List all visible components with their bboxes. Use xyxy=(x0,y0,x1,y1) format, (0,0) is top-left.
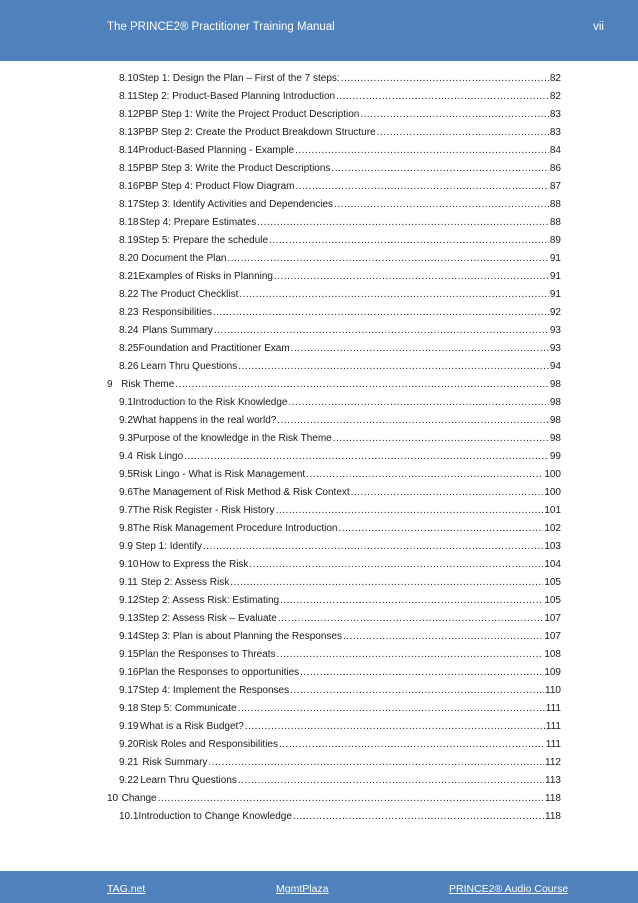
toc-entry-number: 8.13 xyxy=(119,127,139,138)
toc-entry-page: 93 xyxy=(549,325,561,336)
toc-entry-title: Responsibilities xyxy=(142,307,212,318)
toc-dot-leader xyxy=(239,289,548,300)
toc-dot-leader xyxy=(306,469,543,480)
toc-entry-page: 82 xyxy=(549,73,561,84)
toc-dot-leader xyxy=(257,217,549,228)
toc-entry-number: 9.7 xyxy=(119,505,133,516)
toc-entry-page: 92 xyxy=(549,307,561,318)
toc-entry[interactable] xyxy=(119,325,561,343)
toc-entry-title: What is a Risk Budget? xyxy=(139,721,244,732)
toc-entry-number: 8.16 xyxy=(119,181,139,192)
toc-dot-leader xyxy=(213,307,549,318)
toc-entry-title: Document the Plan xyxy=(141,253,227,264)
toc-dot-leader xyxy=(336,91,549,102)
toc-entry-title: Step 3: Identify Activities and Dependencies xyxy=(138,199,334,210)
toc-entry[interactable] xyxy=(119,811,561,829)
toc-entry-page: 103 xyxy=(544,541,561,552)
toc-entry-page: 83 xyxy=(549,109,561,120)
toc-entry-title: The Product Checklist xyxy=(140,289,239,300)
toc-entry-title: Risk Roles and Responsibilities xyxy=(138,739,278,750)
toc-dot-leader xyxy=(295,145,549,156)
toc-entry-page: 83 xyxy=(549,127,561,138)
toc-entry-number: 9.15 xyxy=(119,649,139,660)
toc-dot-leader xyxy=(175,379,549,390)
toc-dot-leader xyxy=(249,559,543,570)
toc-entry[interactable] xyxy=(119,469,561,487)
toc-entry-page: 113 xyxy=(545,775,561,786)
toc-entry-number: 9.11 xyxy=(119,577,138,588)
toc-entry-page: 82 xyxy=(549,91,561,102)
toc-entry-title: Step 5: Communicate xyxy=(140,703,237,714)
toc-dot-leader xyxy=(343,631,543,642)
toc-entry[interactable] xyxy=(119,343,561,361)
toc-entry-number: 9.12 xyxy=(119,595,139,606)
toc-entry-page: 84 xyxy=(549,145,561,156)
page-number: vii xyxy=(593,21,604,33)
toc-entry-title: Learn Thru Questions xyxy=(140,775,237,786)
toc-entry-page: 91 xyxy=(549,289,561,300)
toc-entry-page: 105 xyxy=(544,577,561,588)
toc-dot-leader xyxy=(295,181,548,192)
toc-entry-page: 107 xyxy=(544,631,561,642)
toc-entry-title: Plan the Responses to opportunities xyxy=(138,667,300,678)
toc-entry-number: 9.19 xyxy=(119,721,139,732)
toc-entry[interactable] xyxy=(119,199,561,217)
toc-entry[interactable] xyxy=(107,379,561,397)
toc-entry[interactable] xyxy=(119,631,561,649)
toc-entry-title: Foundation and Practitioner Exam xyxy=(138,343,290,354)
toc-entry-page: 89 xyxy=(549,235,561,246)
toc-entry-number: 9.21 xyxy=(119,757,139,768)
toc-entry[interactable] xyxy=(119,613,561,631)
toc-entry-page: 100 xyxy=(544,469,561,480)
toc-entry[interactable] xyxy=(119,685,561,703)
page-header xyxy=(0,0,638,61)
toc-entry[interactable] xyxy=(119,289,561,307)
toc-entry[interactable] xyxy=(119,127,561,145)
toc-entry-page: 108 xyxy=(544,649,561,660)
toc-entry-title: Step 3: Plan is about Planning the Responses xyxy=(138,631,342,642)
toc-entry-number: 8.24 xyxy=(119,325,139,336)
toc-dot-leader xyxy=(203,541,543,552)
toc-entry-title: The Risk Register - Risk History xyxy=(132,505,275,516)
toc-entry-title: Step 4: Implement the Responses xyxy=(138,685,290,696)
toc-entry[interactable] xyxy=(119,451,561,469)
toc-entry-number: 9.14 xyxy=(119,631,139,642)
toc-entry-page: 107 xyxy=(544,613,561,624)
toc-entry-number: 9.22 xyxy=(119,775,139,786)
toc-dot-leader xyxy=(158,793,544,804)
toc-entry-title: Product-Based Planning - Example xyxy=(138,145,295,156)
toc-entry-page: 88 xyxy=(549,217,561,228)
toc-entry-page: 99 xyxy=(549,451,561,462)
toc-entry[interactable] xyxy=(119,667,561,685)
toc-entry-page: 101 xyxy=(544,505,561,516)
toc-entry-title: Introduction to the Risk Knowledge xyxy=(132,397,288,408)
toc-entry-page: 111 xyxy=(545,721,561,732)
toc-dot-leader xyxy=(351,487,544,498)
toc-entry[interactable] xyxy=(119,109,561,127)
toc-entry-title: The Management of Risk Method & Risk Context xyxy=(132,487,350,498)
toc-entry-title: Plan the Responses to Threats xyxy=(138,649,276,660)
toc-entry-page: 102 xyxy=(544,523,561,534)
toc-entry[interactable] xyxy=(119,523,561,541)
toc-entry[interactable] xyxy=(119,73,561,91)
toc-entry-number: 8.26 xyxy=(119,361,139,372)
toc-entry-number: 8.14 xyxy=(119,145,139,156)
toc-dot-leader xyxy=(238,703,545,714)
toc-entry-title: Risk Summary xyxy=(142,757,208,768)
toc-dot-leader xyxy=(288,397,548,408)
toc-entry-title: How to Express the Risk xyxy=(139,559,249,570)
toc-entry-number: 8.19 xyxy=(119,235,139,246)
toc-dot-leader xyxy=(280,595,543,606)
toc-entry-page: 110 xyxy=(545,685,561,696)
toc-entry-number: 9.1 xyxy=(119,397,133,408)
toc-entry-title: The Risk Management Procedure Introduction xyxy=(132,523,338,534)
toc-entry[interactable] xyxy=(119,721,561,739)
toc-dot-leader xyxy=(278,613,543,624)
toc-entry-page: 98 xyxy=(549,415,561,426)
toc-entry-number: 8.10 xyxy=(119,73,139,84)
toc-entry-number: 9.9 xyxy=(119,541,133,552)
toc-entry-page: 91 xyxy=(549,271,561,282)
toc-entry[interactable] xyxy=(119,181,561,199)
toc-entry[interactable] xyxy=(119,163,561,181)
toc-entry-page: 91 xyxy=(549,253,561,264)
toc-dot-leader xyxy=(300,667,543,678)
footer-link-mgmtplaza[interactable]: MgmtPlaza xyxy=(276,883,329,895)
toc-dot-leader xyxy=(290,685,544,696)
toc-entry-title: Step 4: Prepare Estimates xyxy=(139,217,257,228)
toc-entry-number: 8.21 xyxy=(119,271,139,282)
toc-dot-leader xyxy=(245,721,545,732)
toc-entry-title: Purpose of the knowledge in the Risk Theme xyxy=(132,433,332,444)
toc-dot-leader xyxy=(293,811,544,822)
toc-entry-page: 98 xyxy=(549,379,561,390)
toc-entry-title: PBP Step 1: Write the Project Product Description xyxy=(138,109,360,120)
toc-entry-number: 8.15 xyxy=(119,163,139,174)
toc-entry-page: 118 xyxy=(545,793,561,804)
toc-entry[interactable] xyxy=(119,595,561,613)
toc-entry-number: 9.2 xyxy=(119,415,133,426)
toc-entry-title: Step 2: Product-Based Planning Introduction xyxy=(137,91,336,102)
toc-entry-number: 8.22 xyxy=(119,289,139,300)
toc-dot-leader xyxy=(334,199,549,210)
toc-entry-number: 9.13 xyxy=(119,613,139,624)
toc-entry[interactable] xyxy=(119,775,561,793)
toc-entry-title: Step 2: Assess Risk – Evaluate xyxy=(138,613,277,624)
toc-entry[interactable] xyxy=(119,307,561,325)
toc-entry[interactable] xyxy=(119,577,561,595)
toc-entry[interactable] xyxy=(119,487,561,505)
toc-entry-number: 8.23 xyxy=(119,307,139,318)
toc-entry-page: 111 xyxy=(545,703,561,714)
toc-entry-title: Introduction to Change Knowledge xyxy=(138,811,292,822)
toc-entry-number: 9.3 xyxy=(119,433,133,444)
toc-entry[interactable] xyxy=(119,361,561,379)
toc-entry-number: 10.1 xyxy=(119,811,139,822)
toc-entry-number: 9.18 xyxy=(119,703,139,714)
toc-entry[interactable] xyxy=(119,253,561,271)
toc-entry-title: Change xyxy=(121,793,157,804)
toc-entry-number: 8.17 xyxy=(119,199,139,210)
toc-entry[interactable] xyxy=(119,397,561,415)
toc-dot-leader xyxy=(279,739,545,750)
toc-dot-leader xyxy=(208,757,544,768)
toc-entry-title: What happens in the real world? xyxy=(132,415,277,426)
toc-entry-page: 111 xyxy=(545,739,561,750)
toc-entry[interactable] xyxy=(119,757,561,775)
toc-dot-leader xyxy=(184,451,549,462)
toc-entry-number: 9.17 xyxy=(119,685,139,696)
toc-dot-leader xyxy=(238,775,544,786)
toc-dot-leader xyxy=(333,433,549,444)
toc-dot-leader xyxy=(377,127,549,138)
toc-entry-title: Learn Thru Questions xyxy=(140,361,238,372)
toc-dot-leader xyxy=(277,649,544,660)
toc-dot-leader xyxy=(291,343,549,354)
toc-entry[interactable] xyxy=(119,505,561,523)
toc-entry[interactable] xyxy=(119,739,561,757)
toc-entry[interactable] xyxy=(119,145,561,163)
toc-entry[interactable] xyxy=(119,559,561,577)
toc-entry-number: 9 xyxy=(107,379,113,390)
toc-entry[interactable] xyxy=(119,235,561,253)
toc-entry-title: Risk Lingo - What is Risk Management xyxy=(132,469,306,480)
toc-entry-page: 94 xyxy=(549,361,561,372)
toc-entry[interactable] xyxy=(119,415,561,433)
toc-dot-leader xyxy=(277,415,549,426)
toc-dot-leader xyxy=(338,523,543,534)
toc-entry-number: 8.25 xyxy=(119,343,139,354)
toc-entry-title: Examples of Risks in Planning xyxy=(138,271,273,282)
toc-entry-title: Step 2: Assess Risk: Estimating xyxy=(138,595,280,606)
manual-title: The PRINCE2® Practitioner Training Manual xyxy=(107,21,335,33)
toc-dot-leader xyxy=(269,235,549,246)
toc-entry-page: 104 xyxy=(544,559,561,570)
toc-entry-page: 87 xyxy=(549,181,561,192)
toc-entry-number: 8.20 xyxy=(119,253,139,264)
toc-entry-title: Step 1: Identify xyxy=(135,541,203,552)
toc-entry[interactable] xyxy=(119,91,561,109)
toc-dot-leader xyxy=(238,361,549,372)
toc-entry-number: 8.11 xyxy=(119,91,138,102)
toc-entry-number: 8.12 xyxy=(119,109,139,120)
toc-entry-page: 109 xyxy=(544,667,561,678)
toc-entry-number: 9.8 xyxy=(119,523,133,534)
toc-entry-page: 93 xyxy=(549,343,561,354)
toc-entry-title: PBP Step 3: Write the Product Descriptions xyxy=(138,163,331,174)
toc-entry[interactable] xyxy=(119,649,561,667)
toc-dot-leader xyxy=(230,577,543,588)
toc-dot-leader xyxy=(214,325,549,336)
toc-dot-leader xyxy=(360,109,549,120)
toc-entry-number: 10 xyxy=(107,793,119,804)
toc-dot-leader xyxy=(274,271,549,282)
toc-entry-number: 9.4 xyxy=(119,451,133,462)
toc-entry[interactable] xyxy=(119,271,561,289)
toc-entry[interactable] xyxy=(119,217,561,235)
toc-dot-leader xyxy=(227,253,548,264)
toc-entry-number: 9.20 xyxy=(119,739,139,750)
toc-entry-title: Risk Theme xyxy=(121,379,175,390)
toc-entry-title: PBP Step 2: Create the Product Breakdown Structure xyxy=(138,127,376,138)
toc-entry-page: 98 xyxy=(549,433,561,444)
toc-entry-title: PBP Step 4: Product Flow Diagram xyxy=(138,181,295,192)
toc-dot-leader xyxy=(341,73,549,84)
toc-entry-page: 105 xyxy=(544,595,561,606)
toc-entry-page: 98 xyxy=(549,397,561,408)
toc-dot-leader xyxy=(276,505,544,516)
toc-entry-title: Risk Lingo xyxy=(136,451,184,462)
toc-entry-page: 88 xyxy=(549,199,561,210)
toc-entry-title: Step 2: Assess Risk xyxy=(140,577,230,588)
toc-entry-number: 8.18 xyxy=(119,217,139,228)
toc-entry-number: 9.5 xyxy=(119,469,133,480)
toc-entry-number: 9.10 xyxy=(119,559,139,570)
footer-link-tag[interactable]: TAG.net xyxy=(107,883,146,895)
toc-entry-title: Step 1: Design the Plan – First of the 7 steps: xyxy=(138,73,340,84)
toc-dot-leader xyxy=(331,163,548,174)
toc-entry-page: 118 xyxy=(545,811,561,822)
toc-entry[interactable] xyxy=(119,541,561,559)
toc-entry-page: 100 xyxy=(544,487,561,498)
toc-entry-title: Plans Summary xyxy=(142,325,213,336)
footer-link-audio-course[interactable]: PRINCE2® Audio Course xyxy=(449,883,569,895)
toc-entry[interactable] xyxy=(107,793,561,811)
toc-entry-number: 9.6 xyxy=(119,487,133,498)
page-footer xyxy=(0,871,638,903)
toc-entry[interactable] xyxy=(119,703,561,721)
toc-entry-number: 9.16 xyxy=(119,667,139,678)
toc-entry-title: Step 5: Prepare the schedule xyxy=(138,235,269,246)
toc-entry[interactable] xyxy=(119,433,561,451)
toc-entry-page: 112 xyxy=(545,757,561,768)
toc-entry-page: 86 xyxy=(549,163,561,174)
